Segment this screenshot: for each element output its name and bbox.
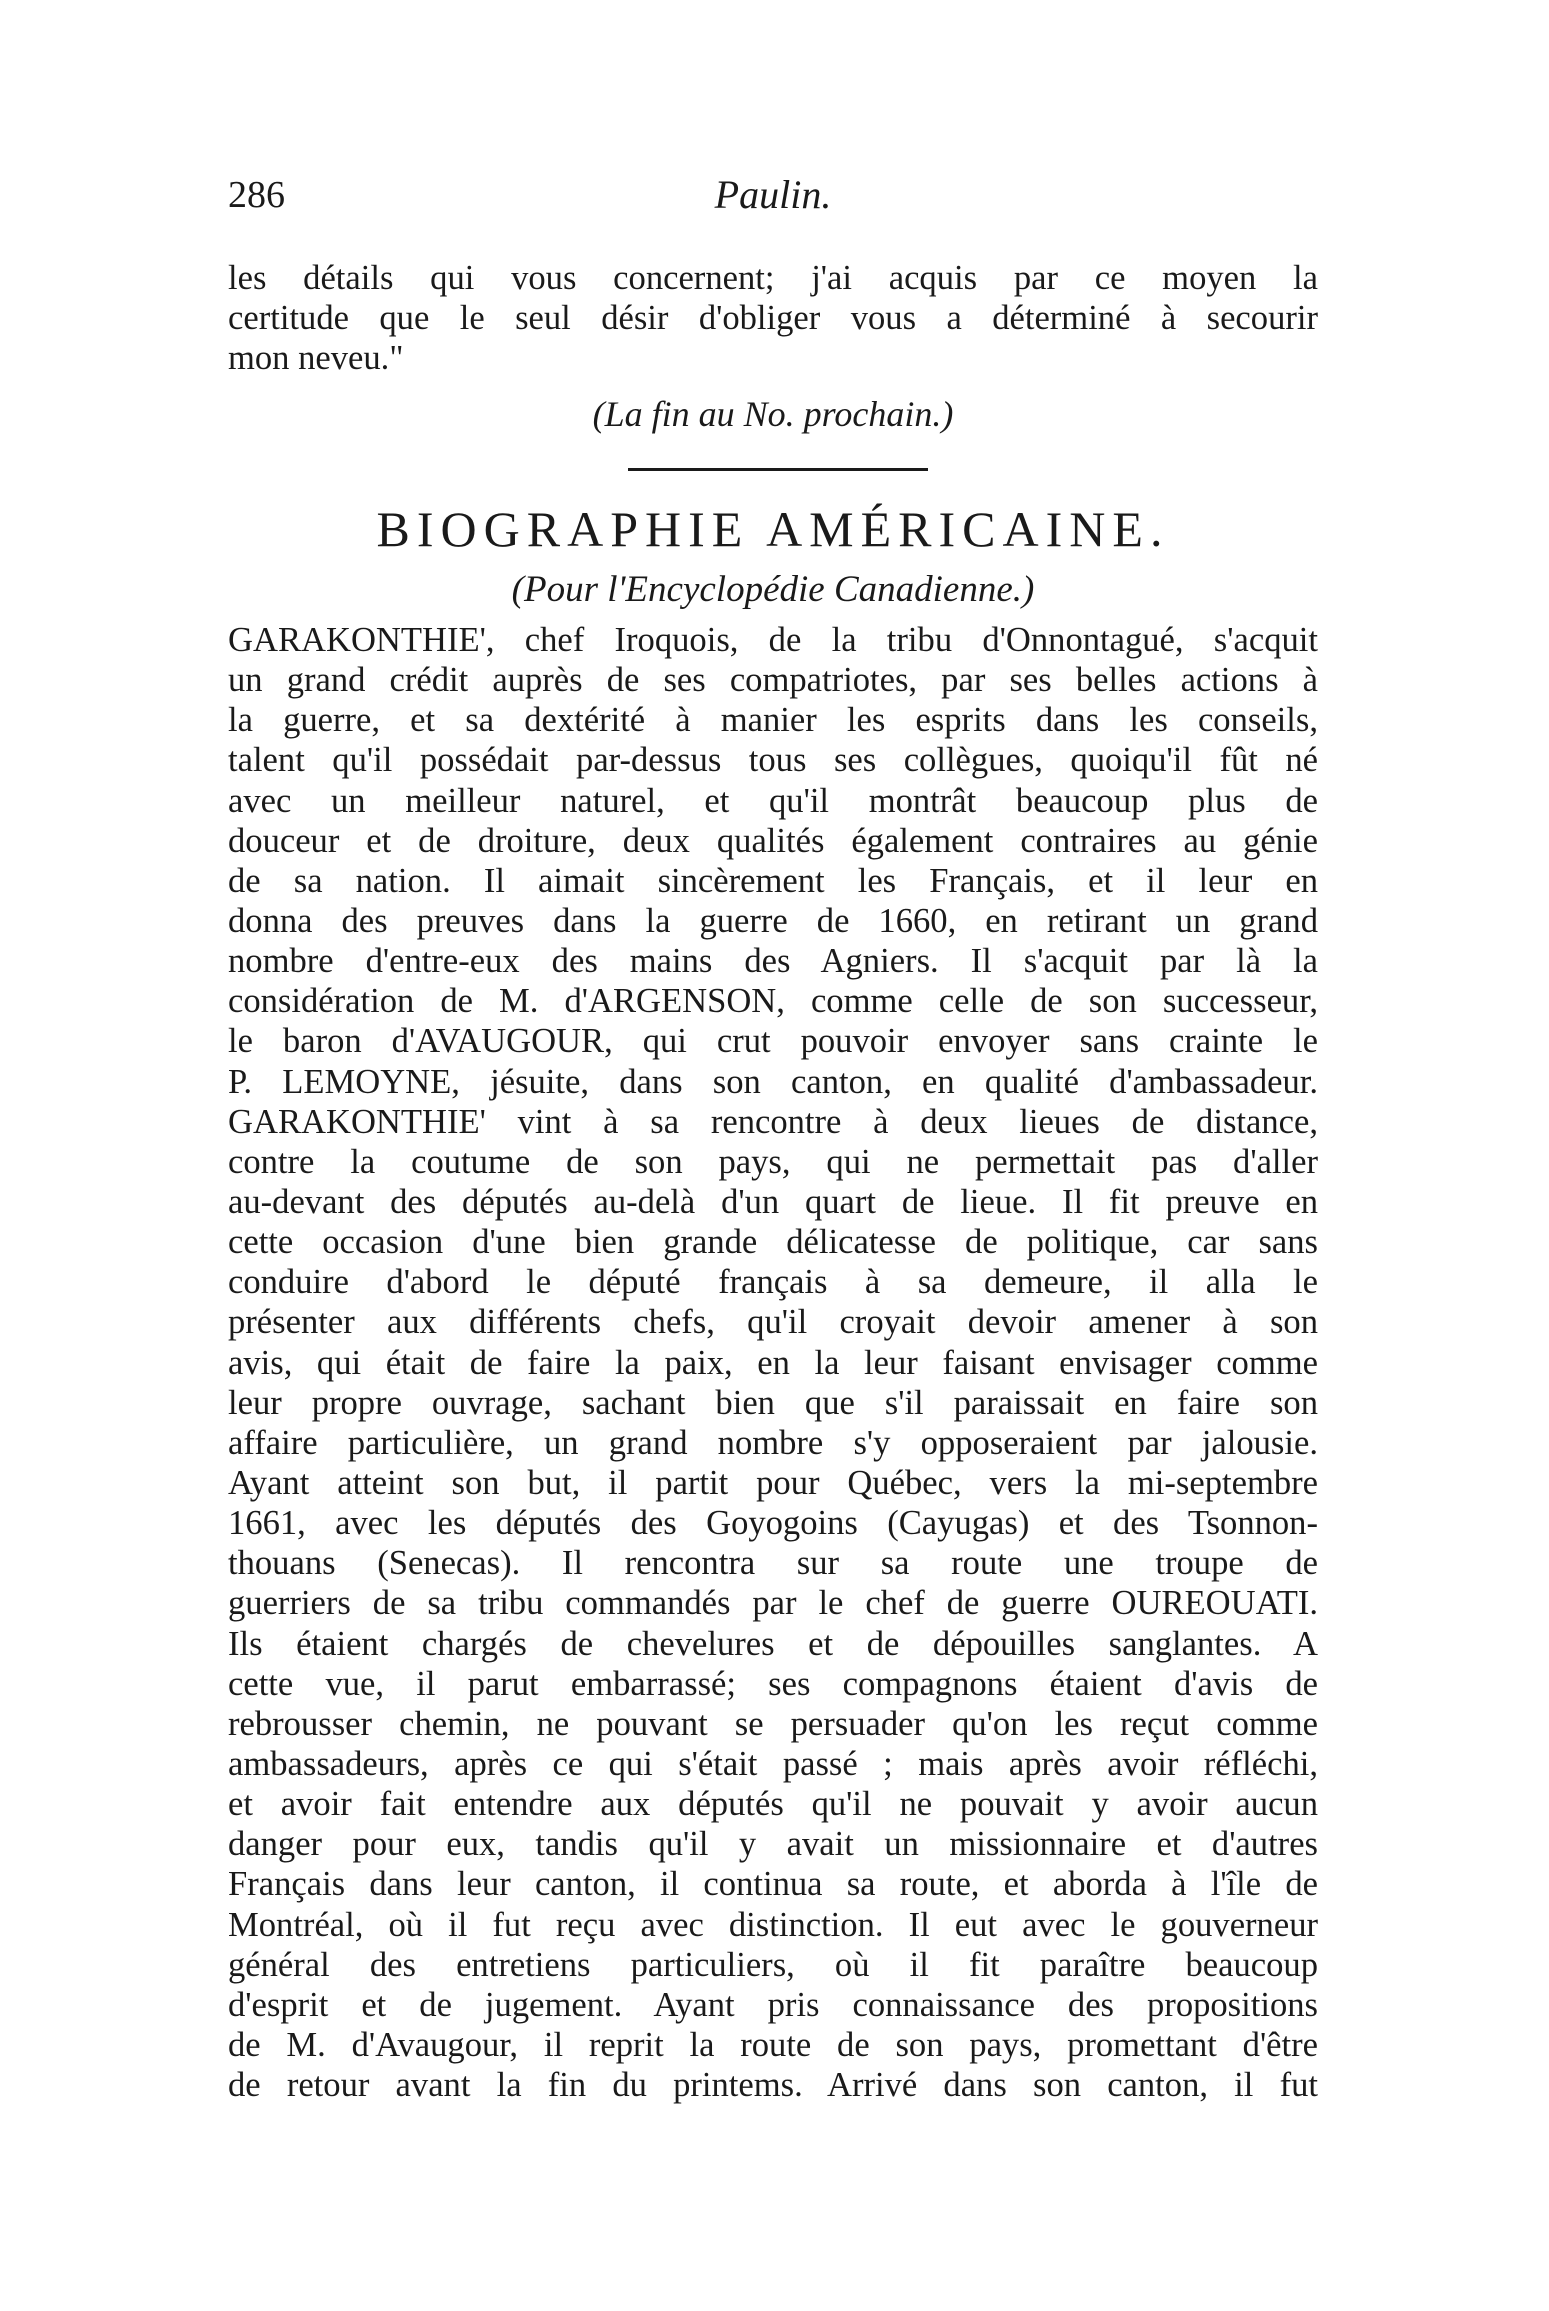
text-line: danger pour eux, tandis qu'il y avait un missionnaire et d'autres <box>228 1825 1318 1864</box>
text-line: contre la coutume de son pays, qui ne permettait pas d'aller <box>228 1142 1318 1181</box>
text-line: présenter aux différents chefs, qu'il croyait devoir amener à son <box>228 1303 1318 1342</box>
text-line: rebrousser chemin, ne pouvant se persuader qu'on les reçut comme <box>228 1704 1318 1743</box>
continuation-note: (La fin au No. prochain.) <box>592 394 954 434</box>
section-subtitle: (Pour l'Encyclopédie Canadienne.) <box>511 569 1035 610</box>
text-line: de sa nation. Il aimait sincèrement les Français, et il leur en <box>228 861 1318 900</box>
text-line: P. LEMOYNE, jésuite, dans son canton, en qualité d'ambassadeur. <box>228 1062 1318 1101</box>
text-line: Ayant atteint son but, il partit pour Québec, vers la mi-septembre <box>228 1463 1318 1502</box>
text-line: donna des preuves dans la guerre de 1660, en retirant un grand <box>228 901 1318 940</box>
text-line: ambassadeurs, après ce qui s'était passé ; mais après avoir réfléchi, <box>228 1744 1318 1783</box>
text-line: de M. d'Avaugour, il reprit la route de son pays, promettant d'être <box>228 2025 1318 2064</box>
text-line: GARAKONTHIE', chef Iroquois, de la tribu d'Onnontagué, s'acquit <box>228 621 1318 659</box>
text-line: avec un meilleur naturel, et qu'il montrât beaucoup plus de <box>228 781 1318 820</box>
text-line: et avoir fait entendre aux députés qu'il ne pouvait y avoir aucun <box>228 1785 1318 1824</box>
text-line: le baron d'AVAUGOUR, qui crut pouvoir envoyer sans crainte le <box>228 1022 1318 1061</box>
section-divider <box>628 468 928 471</box>
text-line: la guerre, et sa dextérité à manier les esprits dans les conseils, <box>228 701 1318 740</box>
text-line: les détails qui vous concernent; j'ai acquis par ce moyen la <box>228 259 1318 297</box>
text-line: affaire particulière, un grand nombre s'y opposeraient par jalousie. <box>228 1423 1318 1462</box>
text-line: cette occasion d'une bien grande délicatesse de politique, car sans <box>228 1223 1318 1262</box>
text-line: talent qu'il possédait par-dessus tous ses collègues, quoiqu'il fût né <box>228 741 1318 780</box>
text-line: au-devant des députés au-delà d'un quart de lieue. Il fit preuve en <box>228 1182 1318 1221</box>
text-line: considération de M. d'ARGENSON, comme celle de son successeur, <box>228 982 1318 1021</box>
page-number: 286 <box>228 174 285 216</box>
text-line: d'esprit et de jugement. Ayant pris connaissance des propositions <box>228 1985 1318 2024</box>
text-line: douceur et de droiture, deux qualités également contraires au génie <box>228 821 1318 860</box>
text-line: thouans (Senecas). Il rencontra sur sa route une troupe de <box>228 1544 1318 1583</box>
text-line: leur propre ouvrage, sachant bien que s'il paraissait en faire son <box>228 1383 1318 1422</box>
text-line: certitude que le seul désir d'obliger vous a déterminé à secourir <box>228 299 1318 338</box>
continued-story-ending <box>228 258 1318 378</box>
text-line: Ils étaient chargés de chevelures et de dépouilles sanglantes. A <box>228 1624 1318 1663</box>
text-line: avis, qui était de faire la paix, en la leur faisant envisager comme <box>228 1343 1318 1382</box>
text-line: nombre d'entre-eux des mains des Agniers. Il s'acquit par là la <box>228 942 1318 981</box>
text-line: cette vue, il parut embarrassé; ses compagnons étaient d'avis de <box>228 1664 1318 1703</box>
text-line: Montréal, où il fut reçu avec distinction. Il eut avec le gouverneur <box>228 1905 1318 1944</box>
running-head <box>228 165 1318 225</box>
text-line: général des entretiens particuliers, où il fit paraître beaucoup <box>228 1945 1318 1984</box>
article-body <box>228 620 1318 2105</box>
text-line: un grand crédit auprès de ses compatriotes, par ses belles actions à <box>228 661 1318 700</box>
running-title: Paulin. <box>714 172 832 217</box>
text-line: de retour avant la fin du printems. Arrivé dans son canton, il fut <box>228 2066 1318 2105</box>
text-line: mon neveu." <box>228 339 404 378</box>
text-line: Français dans leur canton, il continua sa route, et aborda à l'île de <box>228 1865 1318 1904</box>
text-line: conduire d'abord le député français à sa demeure, il alla le <box>228 1263 1318 1302</box>
text-line: GARAKONTHIE' vint à sa rencontre à deux lieues de distance, <box>228 1102 1318 1141</box>
text-line: 1661, avec les députés des Goyogoins (Cayugas) et des Tsonnon- <box>228 1504 1318 1543</box>
section-title: BIOGRAPHIE AMÉRICAINE. <box>376 501 1170 557</box>
text-line: guerriers de sa tribu commandés par le chef de guerre OUREOUATI. <box>228 1584 1318 1623</box>
